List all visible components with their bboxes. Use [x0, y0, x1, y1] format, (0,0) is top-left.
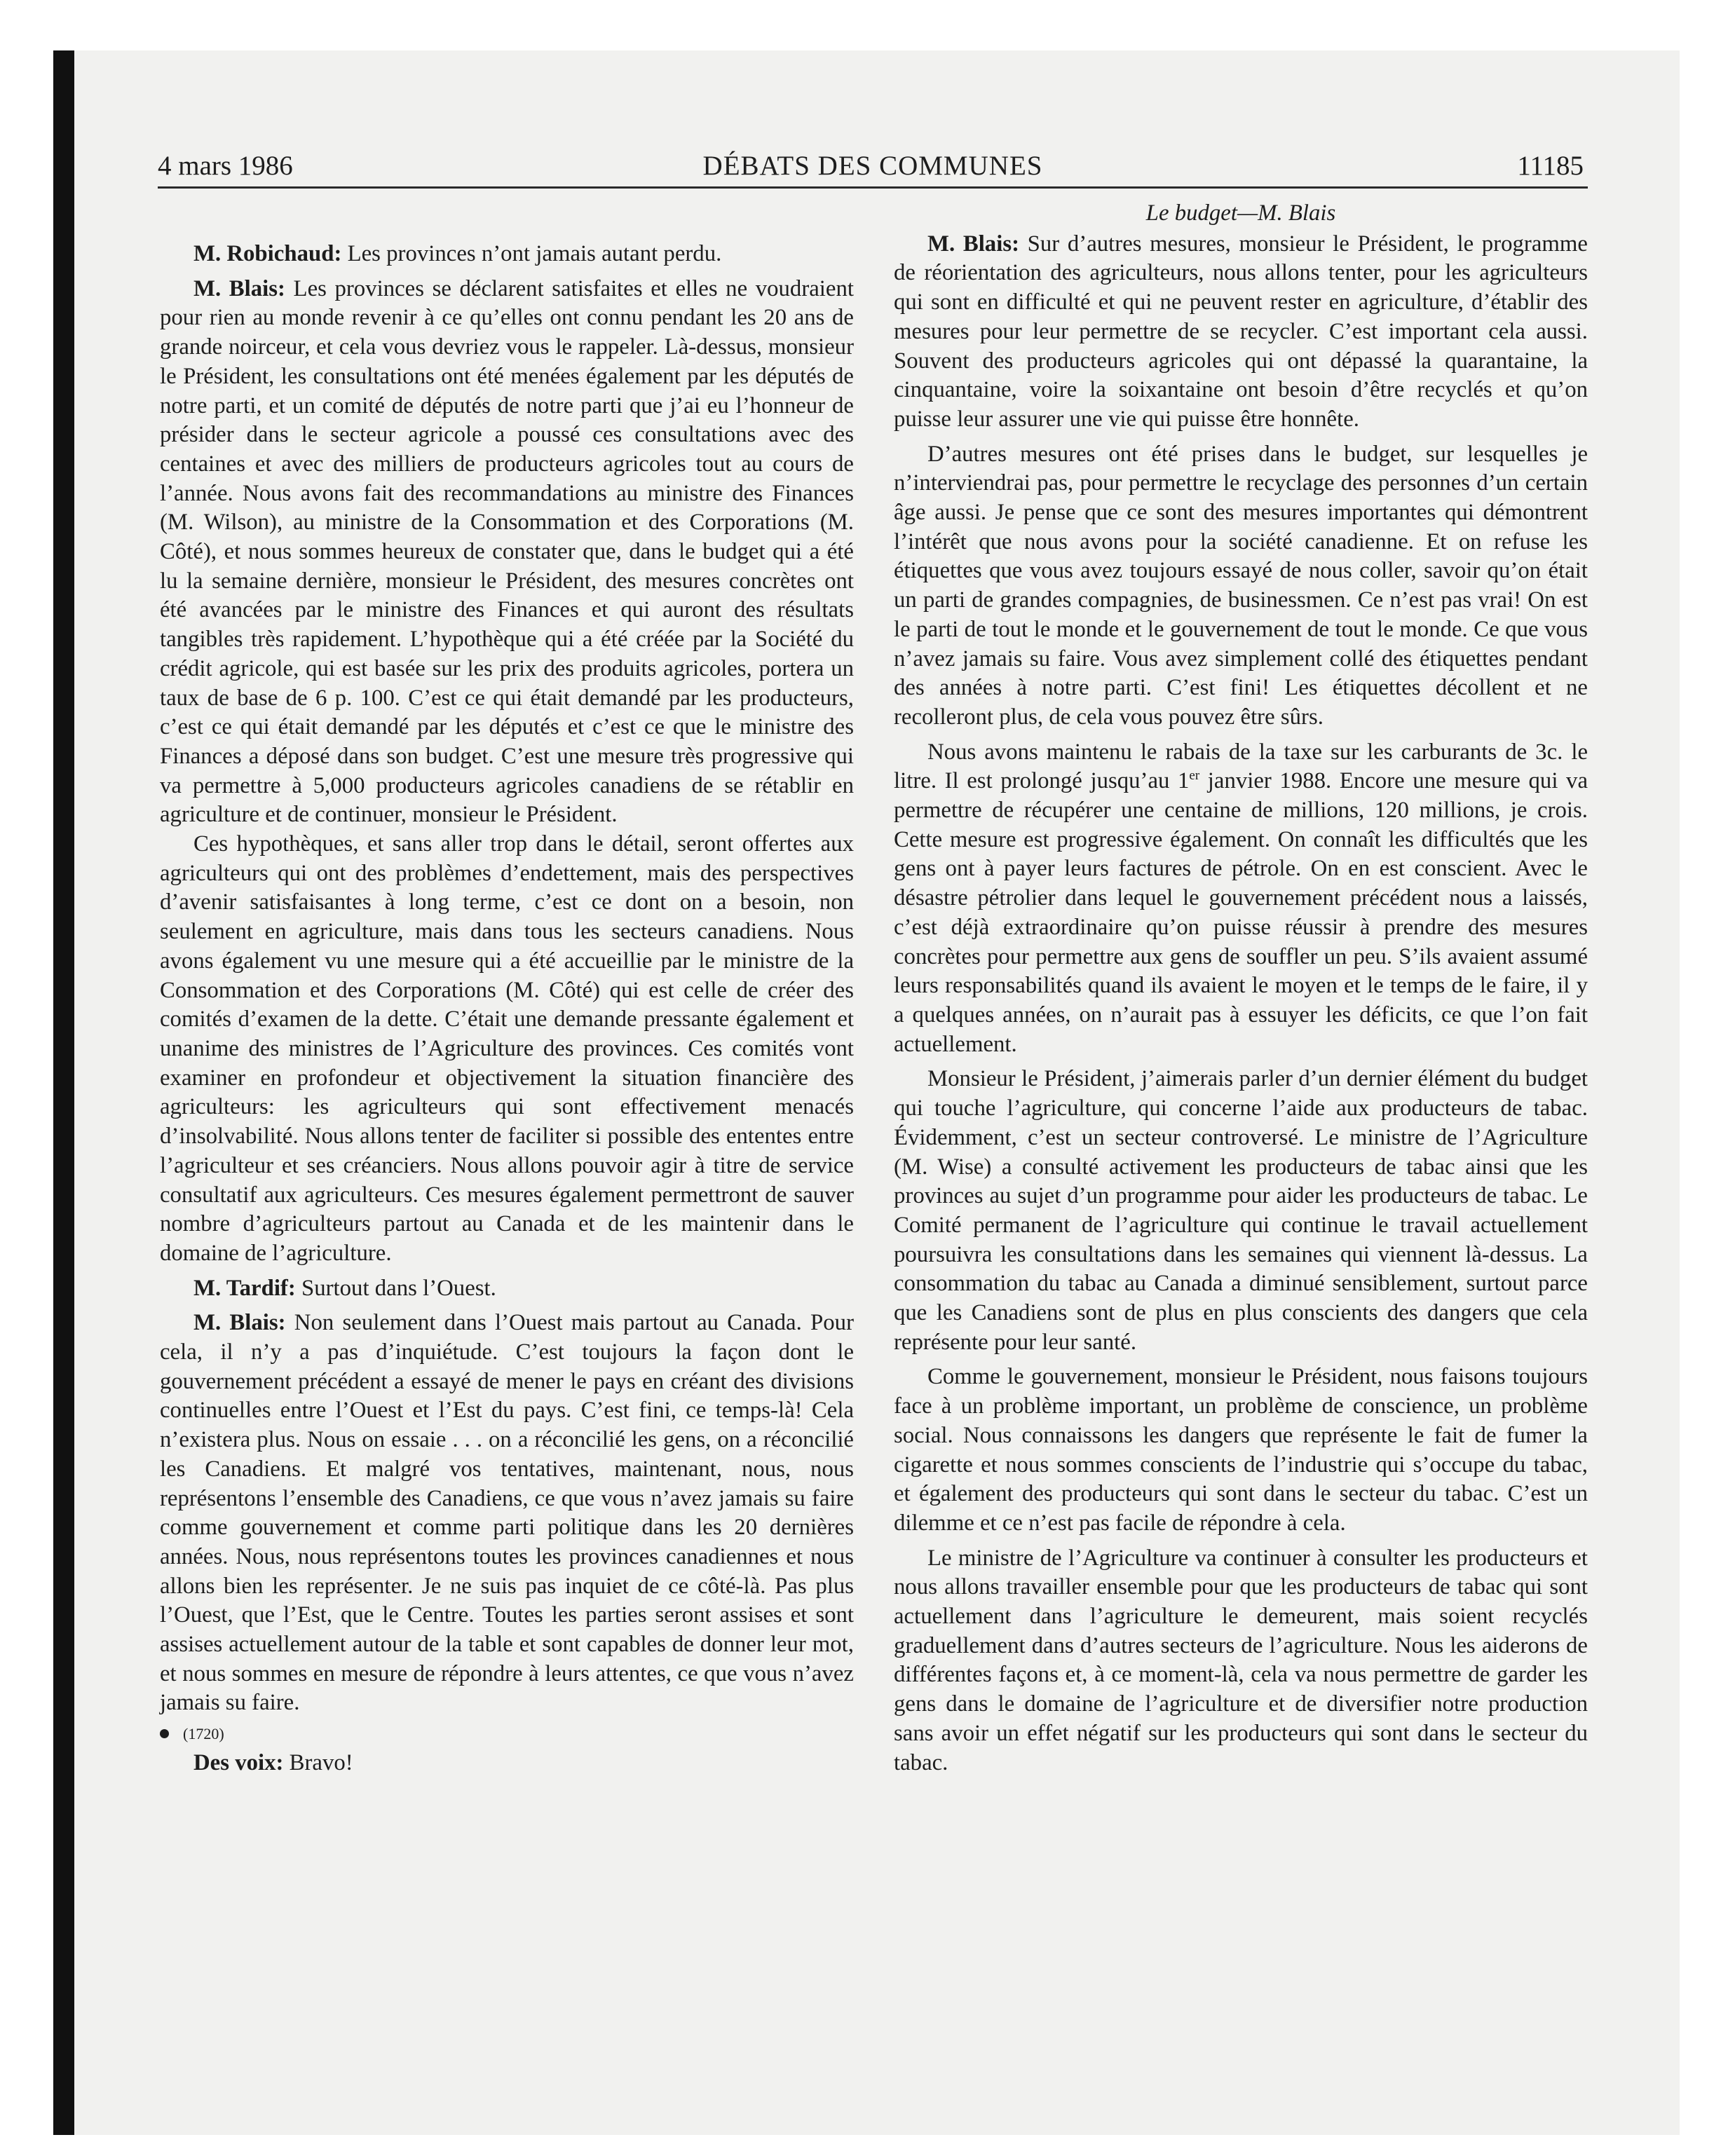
- running-title: Le budget—M. Blais: [1145, 200, 1336, 226]
- header-page-number: 11185: [1517, 151, 1584, 181]
- paragraph: [160, 275, 854, 830]
- speech-text: Les provinces se déclarent satisfaites et elles ne voudraient pour rien au monde revenir à ce qu’elles ont connu pendant les 20 ans de grande noirceur, et cela vous devriez vous le rappeler. Là-dessus, monsieur le Président, les consultations ont été menées également par les députés de notre parti, et un comité de députés de notre parti que j’ai eu l’honneur de présider dans le secteur agricole a poussé ces consultations avec des centaines et avec des milliers de producteurs agricoles tout au cours de l’année. Nous avons fait des recommandations au ministre des Finances (M. Wilson), au ministre de la Consommation et des Corporations (M. Côté), et nous sommes heureux de constater que, dans le budget qui a été lu la semaine dernière, monsieur le Président, des mesures concrètes ont été avancées par le ministre des Finances et qui auront des résultats tangibles très rapidement. L’hypothèque qui a été créée par la Société du crédit agricole, qui est basée sur les prix des produits agricoles, portera un taux de base de 6 p. 100. C’est ce qui était demandé par les producteurs, c’est ce qui était demandé par les députés et c’est ce que le ministre des Finances a déposé dans son budget. C’est une mesure très progressive qui va permettre à 5,000 producteurs agricoles canadiens de se rétablir en agriculture et de continuer, monsieur le Président.: [160, 275, 854, 828]
- speech-text: Sur d’autres mesures, monsieur le Président, le programme de réorientation des agriculteurs, nous allons tenter, pour les agriculteurs qui sont en difficulté et qui ne peuvent rester en agriculture, d’établir des mesures pour leur permettre de se recycler. C’est important cela aussi. Souvent des producteurs agricoles qui ont dépassé la quarantaine, la cinquantaine, voire la soixantaine ont besoin d’être recyclés et qu’on puisse leur assurer une vie qui puisse être honnête.: [894, 231, 1588, 432]
- speaker-name: M. Robichaud:: [193, 241, 342, 266]
- speech-text: Bravo!: [283, 1750, 353, 1776]
- paragraph: [894, 230, 1588, 435]
- paragraph: [894, 738, 1588, 1060]
- speaker-name: Des voix:: [193, 1750, 284, 1776]
- time-marker-text: (1720): [183, 1725, 224, 1743]
- left-column: [160, 199, 854, 1778]
- speech-text: janvier 1988. Encore une mesure qui va permettre de récupérer une centaine de millions, 120 millions, je crois. Cette mesure est progressive également. On connaît les difficultés que les gens ont à payer leurs factures de pétrole. On en est conscient. Avec le désastre pétrolier dans lequel le gouvernement précédent nous a laissés, c’est déjà extraordinaire qu’on puisse réussir à prendre des mesures concrètes pour permettre aux gens de souffler un peu. S’ils avaient assumé leurs responsabilités quand ils avaient le moyen et le temps de le faire, il y a quelques années, on n’aurait pas à essuyer les déficits, ce que l’on fait actuellement.: [894, 768, 1588, 1057]
- speech-text: D’autres mesures ont été prises dans le budget, sur lesquelles je n’interviendrai pas, pour permettre le recyclage des personnes d’un certain âge aussi. Je pense que ce sont des mesures importantes qui démontrent l’intérêt que nous avons pour la société canadienne. Et on refuse les étiquettes que vous avez toujours essayé de nous coller, savoir qu’on était un parti de grandes compagnies, de businessmen. Ce n’est pas vrai! On est le parti de tout le monde et le gouvernement de tout le monde. Ce que vous n’avez jamais su faire. Vous avez simplement collé des étiquettes pendant des années à notre parti. C’est fini! Les étiquettes décollent et ne recolleront plus, de cela vous pouvez être sûrs.: [894, 441, 1588, 730]
- superscript: er: [1189, 768, 1200, 784]
- speech-text: Le ministre de l’Agriculture va continuer à consulter les producteurs et nous allons travailler ensemble pour que les producteurs de tabac qui sont actuellement dans l’agriculture le demeurent, mais soient recyclés graduellement dans d’autres secteurs de l’agriculture. Nous les aiderons de différentes façons et, à ce moment-là, cela va nous permettre de garder les gens dans le domaine de l’agriculture et de diversifier notre production sans avoir un effet négatif sur les producteurs qui sont dans le secteur du tabac.: [894, 1545, 1588, 1775]
- bullet-icon: [160, 1729, 169, 1738]
- speech-text: Ces hypothèques, et sans aller trop dans le détail, seront offertes aux agriculteurs qui ont des problèmes d’endettement, mais des perspectives d’avenir satisfaisantes à long terme, c’est ce dont on a besoin, non seulement en agriculture, mais dans tous les secteurs canadiens. Nous avons également vu une mesure qui a été accueillie par le ministre de la Consommation et des Corporations (M. Côté) qui est celle de créer des comités d’examen de la dette. C’était une demande pressante également et unanime des ministres de l’Agriculture des provinces. Ces comités vont examiner en profondeur et objectivement la situation financière des agriculteurs: les agriculteurs qui sont effectivement menacés d’insolvabilité. Nous allons tenter de faciliter si possible des ententes entre l’agriculteur et ses créanciers. Nous allons pouvoir agir à titre de service consultatif aux agriculteurs. Ces mesures également permettront de sauver nombre d’agriculteurs partout au Canada et de les maintenir dans le domaine de l’agriculture.: [160, 831, 854, 1266]
- paragraph: [894, 1544, 1588, 1778]
- time-marker: [160, 1724, 854, 1745]
- speech-text: Surtout dans l’Ouest.: [295, 1275, 496, 1301]
- speaker-name: M. Blais:: [927, 231, 1019, 257]
- speech-text: Les provinces n’ont jamais autant perdu.: [341, 241, 722, 266]
- speaker-name: M. Tardif:: [193, 1275, 296, 1301]
- paragraph: [160, 1749, 854, 1778]
- header-title: DÉBATS DES COMMUNES: [702, 151, 1043, 181]
- scan-edge: [53, 50, 74, 2135]
- page-header: [158, 146, 1588, 189]
- paragraph: [894, 440, 1588, 732]
- speech-text: Non seulement dans l’Ouest mais partout au Canada. Pour cela, il n’y a pas d’inquiétude. C’est toujours la façon dont le gouvernement précédent a essayé de mener le pays en créant des divisions continuelles entre l’Ouest et l’Est du pays. C’est fini, ce temps-là! Cela n’existera plus. Nous on essaie . . . on a réconcilié les gens, on a réconcilié les Canadiens. Et malgré vos tentatives, maintenant, nous, nous représentons l’ensemble des Canadiens, ce que vous n’avez jamais su faire comme gouvernement et comme parti politique dans les 20 dernières années. Nous, nous représentons toutes les provinces canadiennes et nous allons bien les représenter. Je ne suis pas inquiet de ce côté-là. Pas plus l’Ouest, que l’Est, que le Centre. Toutes les parties seront assises et sont assises actuellement autour de la table et sont capables de donner leur mot, et nous sommes en mesure de répondre à leurs attentes, ce que vous n’avez jamais su faire.: [160, 1310, 854, 1716]
- speaker-name: M. Blais:: [193, 275, 285, 301]
- paragraph: [160, 240, 854, 269]
- speaker-name: M. Blais:: [193, 1310, 286, 1336]
- paragraph: [160, 830, 854, 1269]
- paragraph: [160, 1309, 854, 1718]
- paragraph: [894, 1363, 1588, 1538]
- speech-text: Nous avons maintenu le rabais de la taxe sur les carburants de 3c. le litre. Il est prolongé jusqu’au 1: [894, 739, 1588, 794]
- speech-text: Comme le gouvernement, monsieur le Président, nous faisons toujours face à un problème important, un problème de conscience, un problème social. Nous connaissons les dangers que représente le fait de fumer la cigarette et nous sommes conscients de l’industrie qui s’occupe du tabac, et également des producteurs qui sont dans le secteur du tabac. C’est un dilemme et ce n’est pas facile de répondre à cela.: [894, 1364, 1588, 1536]
- speech-text: Monsieur le Président, j’aimerais parler d’un dernier élément du budget qui touche l’agriculture, qui concerne l’aide aux producteurs de tabac. Évidemment, c’est un secteur controversé. Le ministre de l’Agriculture (M. Wise) a consulté activement les producteurs de tabac ainsi que les provinces au sujet d’un programme pour aider les producteurs de tabac. Le Comité permanent de l’agriculture qui continue le travail actuellement poursuivra les consultations dans les semaines qui viennent là-dessus. La consommation du tabac au Canada a diminué sensiblement, surtout parce que les Canadiens sont de plus en plus conscients des dangers que cela représente pour leur santé.: [894, 1066, 1588, 1355]
- header-date: 4 mars 1986: [158, 151, 293, 181]
- paragraph: [160, 1274, 854, 1304]
- right-column: [894, 199, 1588, 1778]
- paragraph: [894, 1065, 1588, 1357]
